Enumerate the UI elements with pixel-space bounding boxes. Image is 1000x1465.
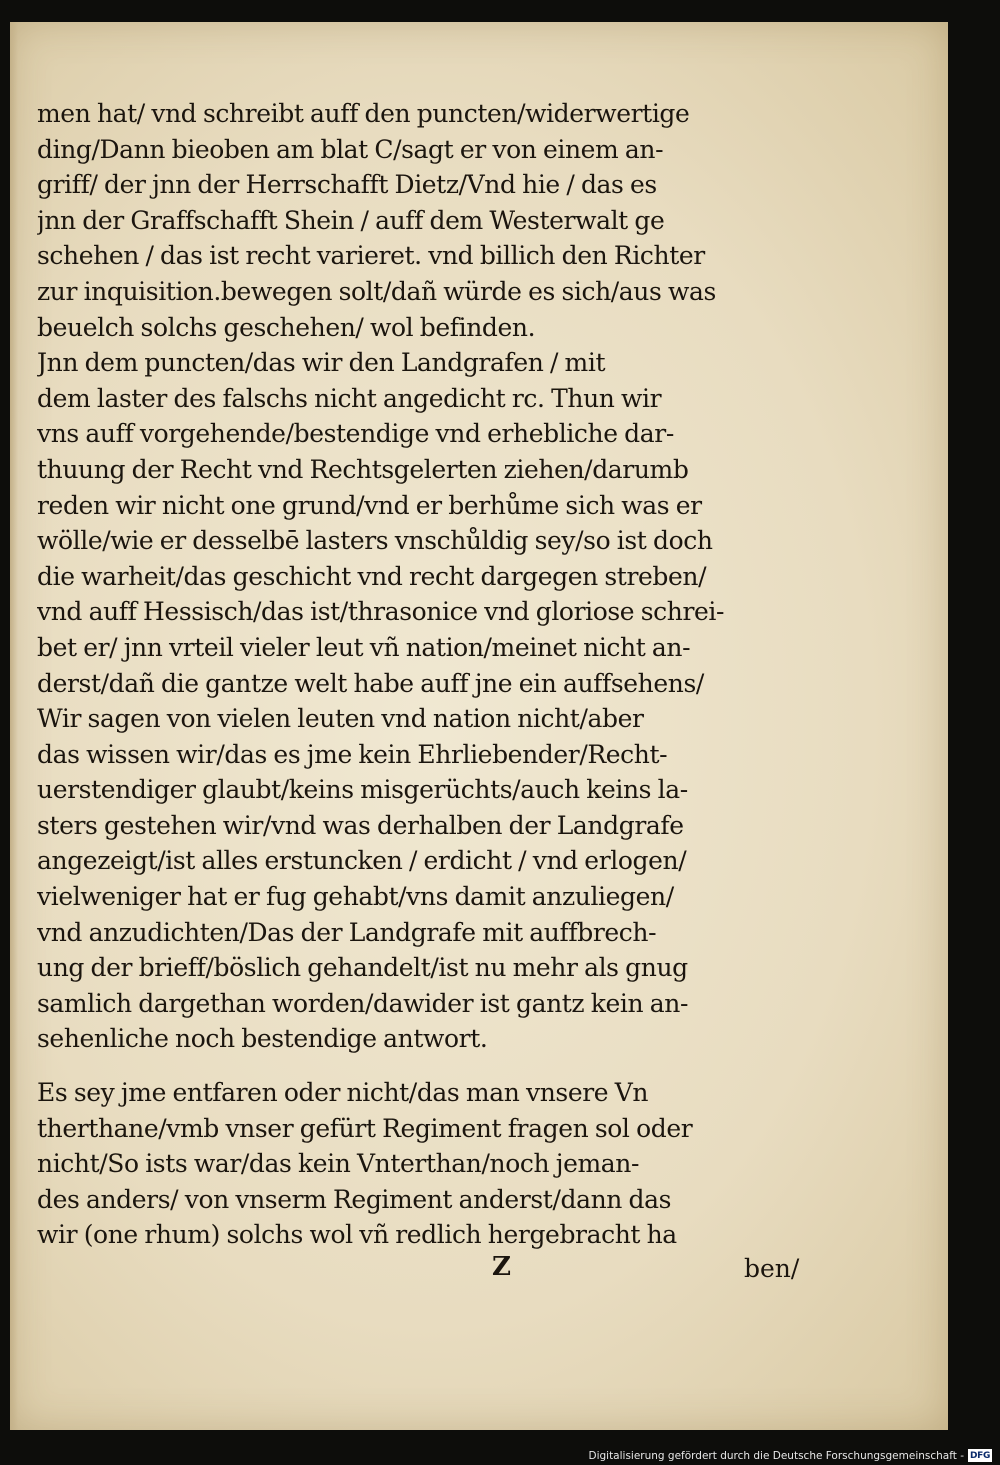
text-line: sters gestehen wir/vnd was derhalben der Landgrafe [37,810,684,840]
text-line: angezeigt/ist alles erstuncken / erdicht / vnd erlogen/ [37,846,687,876]
text-line: Wir sagen von vielen leuten vnd nation nicht/aber [37,704,644,734]
text-line: des anders/ von vnserm Regiment anderst/dann das [37,1184,672,1214]
text-line: ding/Dann bieoben am blat C/sagt er von einem an- [37,134,664,164]
text-line: reden wir nicht one grund/vnd er berhůme sich was er [37,490,702,520]
text-line: vnd auff Hessisch/das ist/thrasonice vnd gloriose schrei- [37,597,725,627]
text-line: ung der brieff/böslich gehandelt/ist nu mehr als gnug [37,953,688,983]
signature-mark: Z [492,1252,511,1282]
body-text [37,96,837,1253]
text-line: sehenliche noch bestendige antwort. [37,1024,488,1054]
text-line: griff/ der jnn der Herrschafft Dietz/Vnd hie / das es [37,170,657,200]
text-line: Jnn dem puncten/das wir den Landgrafen / mit [37,348,606,378]
text-line: Es sey jme entfaren oder nicht/das man vnsere Vn [37,1078,649,1108]
credit-bar [0,1446,1000,1465]
text-line: vnd anzudichten/Das der Landgrafe mit auffbrech- [37,917,657,947]
text-line: men hat/ vnd schreibt auff den puncten/widerwertige [37,99,690,128]
text-line: wölle/wie er desselbē lasters vnschůldig sey/so ist doch [37,526,713,556]
text-line: nicht/So ists war/das kein Vnterthan/noch jeman- [37,1149,640,1179]
text-line: schehen / das ist recht varieret. vnd billich den Richter [37,241,705,271]
text-line: beuelch solchs geschehen/ wol befinden. [37,312,536,342]
text-line: derst/dañ die gantze welt habe auff jne ein auffsehens/ [37,668,704,698]
page-binding-edge [10,22,18,1430]
text-line: uerstendiger glaubt/keins misgerüchts/auch keins la- [37,775,688,805]
text-line: bet er/ jnn vrteil vieler leut vñ nation/meinet nicht an- [37,632,691,662]
text-line: wir (one rhum) solchs wol vñ redlich hergebracht ha [37,1220,677,1250]
text-line: vielweniger hat er fug gehabt/vns damit anzuliegen/ [37,882,674,912]
text-line: die warheit/das geschicht vnd recht dargegen streben/ [37,561,707,591]
text-line: zur inquisition.bewegen solt/dañ würde es sich/aus was [37,276,716,306]
text-line: vns auff vorgehende/bestendige vnd erhebliche dar- [37,419,674,449]
text-line: jnn der Graffschafft Shein / auff dem Westerwalt ge [37,205,665,235]
paragraph-gap [37,1057,837,1075]
text-line: das wissen wir/das es jme kein Ehrliebender/Recht- [37,739,668,769]
text-line: dem laster des falschs nicht angedicht rc. Thun wir [37,383,662,413]
text-line: thuung der Recht vnd Rechtsgelerten ziehen/darumb [37,454,689,484]
dfg-logo: DFG [969,1450,991,1461]
funding-credit: Digitalisierung gefördert durch die Deutsche Forschungsgemeinschaft - [588,1449,964,1462]
catchword: ben/ [744,1254,800,1283]
text-line: samlich dargethan worden/dawider ist gantz kein an- [37,988,688,1018]
text-line: therthane/vmb vnser gefürt Regiment fragen sol oder [37,1113,693,1143]
